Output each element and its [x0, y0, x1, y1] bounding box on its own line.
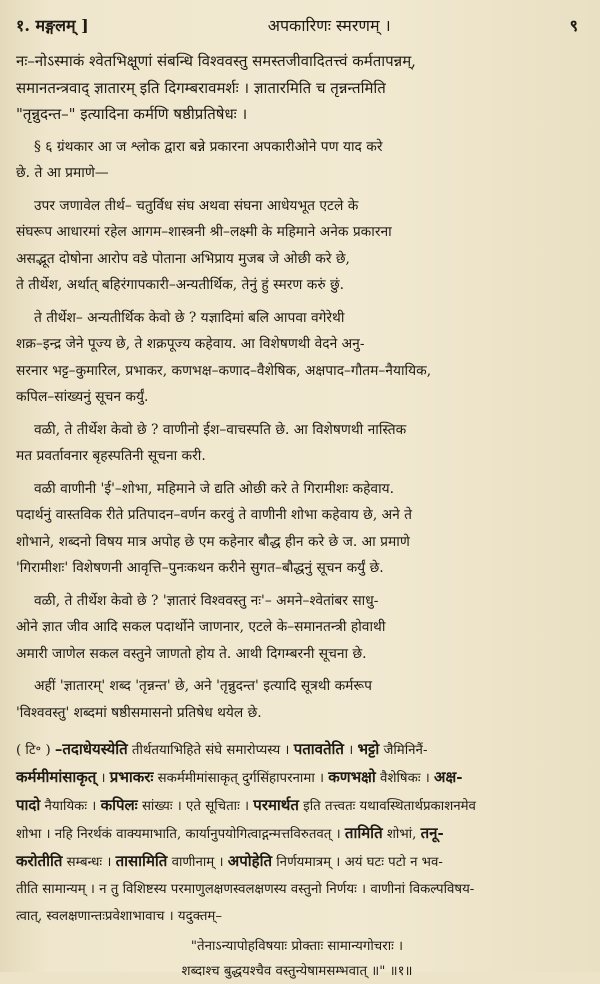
gujarati-paragraph-7 — [16, 673, 578, 726]
commentary-text: सांख्यः । एते सूचिताः । — [137, 799, 254, 814]
text-line: समानतन्त्रवाद् ज्ञातारम् इति दिगम्बरावमर्शः । ज्ञातारमिति च तृन्नन्तमिति — [16, 78, 386, 97]
text-line: नः–नोऽस्माकं श्वेतभिक्षूणां संबन्धि विश्ववस्तु समस्तजीवादितत्त्वं कर्मतापन्नम्, — [16, 52, 416, 70]
commentary-text: तीर्थतयाभिहिते संघे समारोप्यस्य । — [127, 743, 294, 758]
text-line: ओने ज्ञात जीव आदि सकल पदार्थोने जाणनार, एटले के–समानतन्त्री होवाथी — [16, 619, 386, 635]
commentary-line — [16, 764, 578, 792]
commentary-line — [16, 848, 578, 876]
sanskrit-commentary — [16, 736, 578, 930]
text-line: छे. ते आ प्रमाणे— — [16, 165, 109, 181]
gujarati-paragraph-2 — [16, 193, 578, 299]
verse-line: "तेनाऽन्यापोहविषयाः प्रोक्ताः सामान्यगोचराः । — [190, 939, 404, 954]
commentary-text: नैयायिकः । — [40, 799, 101, 814]
text-line: अमारी जाणेल सकल वस्तुने जाणतो होय ते. आथी दिगम्बरनी सूचना छे. — [16, 645, 367, 662]
commentary-keyword: अक्ष- — [434, 768, 463, 786]
text-line: वळी, ते तीर्थेश केवो छे ? 'ज्ञातारं विश्ववस्तु नः'– अमने–श्वेतांबर साधु- — [34, 592, 379, 609]
text-line: सरनार भट्ट–कुमारिल, प्रभाकर, कणभक्ष–कणाद–वैशेषिक, अक्षपाद–गौतम–नैयायिक, — [16, 362, 432, 379]
commentary-keyword: कणभक्षो — [328, 768, 376, 786]
header-title: अपकारिणः स्मरणम् । — [267, 16, 391, 35]
commentary-keyword: करोतीति — [16, 852, 63, 870]
commentary-text: त्वात्, स्वलक्षणान्तःप्रवेशाभावाच । यदुक्तम्– — [16, 909, 223, 924]
text-line: वळी, ते तीर्थेश केवो छे ? वाणीनो ईश–वाचस्पति छे. आ विशेषणथी नास्तिक — [34, 421, 407, 438]
commentary-keyword: तासामिति — [115, 852, 168, 870]
text-line: ते तीर्थेश, अर्थात् बहिरंगापकारी–अन्यतीर्थिक, तेनुं हुं स्मरण करुं छुं. — [16, 277, 345, 293]
commentary-keyword: परमार्थत — [253, 796, 299, 814]
sanskrit-intro — [16, 48, 578, 128]
commentary-keyword: तनू- — [420, 824, 444, 842]
text-line: संघरूप आधारमां रहेल आगम–शास्त्रनी श्री–लक्ष्मी के महिमाने अनेक प्रकारना — [16, 224, 392, 240]
commentary-keyword: भट्टो — [357, 740, 380, 758]
commentary-keyword: पतावतेति — [293, 740, 344, 758]
gujarati-paragraph-5 — [16, 476, 578, 582]
commentary-text: निर्णयमात्रम् । अयं घटः पटो न भव- — [272, 855, 443, 870]
running-header — [16, 14, 578, 36]
commentary-line — [16, 792, 578, 820]
gujarati-paragraph-1 — [16, 134, 578, 187]
text-line: पदार्थनुं वास्तविक रीते प्रतिपादन–वर्णन करवुं ते वाणीनी शोभा कहेवाय छे, अने ते — [16, 507, 413, 523]
commentary-text: वाणीनाम् । — [167, 855, 228, 870]
gujarati-paragraph-3 — [16, 305, 578, 411]
commentary-keyword: –तदाधेयस्येति — [54, 740, 128, 758]
text-line: 'गिरामीशः' विशेषणनी आवृत्ति–पुनःकथन करीने सुगत–बौद्धनुं सूचन कर्युं छे. — [16, 560, 384, 576]
commentary-line — [16, 820, 578, 848]
text-line: वळी वाणीनी 'ई'–शोभा, महिमाने जे द्यति ओछी करे ते गिरामीशः कहेवाय. — [34, 480, 395, 497]
text-line: "तृन्नुदन्त–" इत्यादिना कर्मणि षष्ठीप्रतिषेधः । — [16, 105, 248, 123]
commentary-text: इति तत्त्वतः यथावस्थितार्थप्रकाशनमेव — [298, 799, 476, 814]
commentary-line — [16, 903, 578, 930]
commentary-keyword: तामिति — [344, 824, 383, 842]
text-line: उपर जणावेल तीर्थ– चतुर्विध संघ अथवा संघना आधेयभूत एटले के — [34, 197, 359, 214]
commentary-keyword: कर्ममीमांसाकृत् — [16, 768, 97, 786]
commentary-line — [16, 736, 578, 764]
commentary-text: शोभां, — [382, 827, 421, 842]
commentary-keyword: प्रभाकरः — [109, 768, 154, 786]
commentary-keyword: अपोहेति — [227, 852, 273, 870]
commentary-text: सम्बन्धः । — [62, 855, 116, 870]
text-line: मत प्रवर्तावनार बृहस्पतिनी सूचना करी. — [16, 448, 206, 464]
text-line: अहीं 'ज्ञातारम्' शब्द 'तृन्नन्त' छे, अने 'तृन्नुदन्त' इत्यादि सूत्रथी कर्मरूप — [34, 678, 372, 694]
commentary-text: वैशेषिकः । — [375, 771, 435, 786]
commentary-line — [16, 876, 578, 903]
header-section: १. मङ्गलम् ] — [16, 16, 89, 35]
gujarati-paragraph-6 — [16, 588, 578, 668]
verse-line: शब्दाश्च बुद्धयश्चैव वस्तुन्येषामसम्भवात् ॥" ॥१॥ — [181, 964, 413, 979]
commentary-keyword: पादो — [16, 796, 41, 814]
commentary-text: । — [96, 771, 110, 786]
page-number: ९ — [569, 16, 578, 35]
commentary-text: जैमिनिनैं- — [379, 743, 428, 758]
commentary-text: ( टि॰ ) — [16, 743, 55, 758]
text-line: 'विश्ववस्तु' शब्दमां षष्ठीसमासनो प्रतिषेध थयेल छे. — [16, 704, 262, 721]
gujarati-paragraph-4 — [16, 417, 578, 470]
commentary-text: तीति सामान्यम् । न तु विशिष्टस्य परमाणुलक्षणस्वलक्षणस्य वस्तुनो निर्णयः । वाणीनां विकल्पविषय- — [16, 882, 475, 897]
text-line: शक्र–इन्द्र जेने पूज्य छे, ते शक्रपूज्य कहेवाय. आ विशेषणथी वेदने अनु- — [16, 336, 365, 352]
text-line: ते तीर्थेश– अन्यतीर्थिक केवो छे ? यज्ञादिमां बलि आपवा वगेरेथी — [34, 309, 345, 326]
text-line: असद्भूत दोषोना आरोप वडे पोताना अभिप्राय मुजब जे ओछी करे छे, — [16, 250, 350, 267]
commentary-keyword: कपिलः — [100, 796, 138, 814]
text-line: कपिल–सांख्यनुं सूचन कर्युं. — [16, 389, 149, 405]
quoted-verse — [16, 934, 578, 984]
text-line: शोभाने, शब्दनो विषय मात्र अपोह छे एम कहेनार बौद्ध हीन करे छे ज. आ प्रमाणे — [16, 533, 410, 550]
commentary-text: । — [343, 743, 358, 758]
text-line: § ६ ग्रंथकार आ ज श्लोक द्वारा बन्ने प्रकारना अपकारीओने पण याद करे — [34, 138, 383, 155]
commentary-text: शोभा । नहि निरर्थकं वाक्यमाभाति, कार्यानुपयोगित्वाद्गन्मत्तविरुतवत् । — [16, 827, 345, 842]
commentary-text: सकर्ममीमांसाकृत् दुर्गसिंहापरनामा । — [153, 771, 329, 786]
